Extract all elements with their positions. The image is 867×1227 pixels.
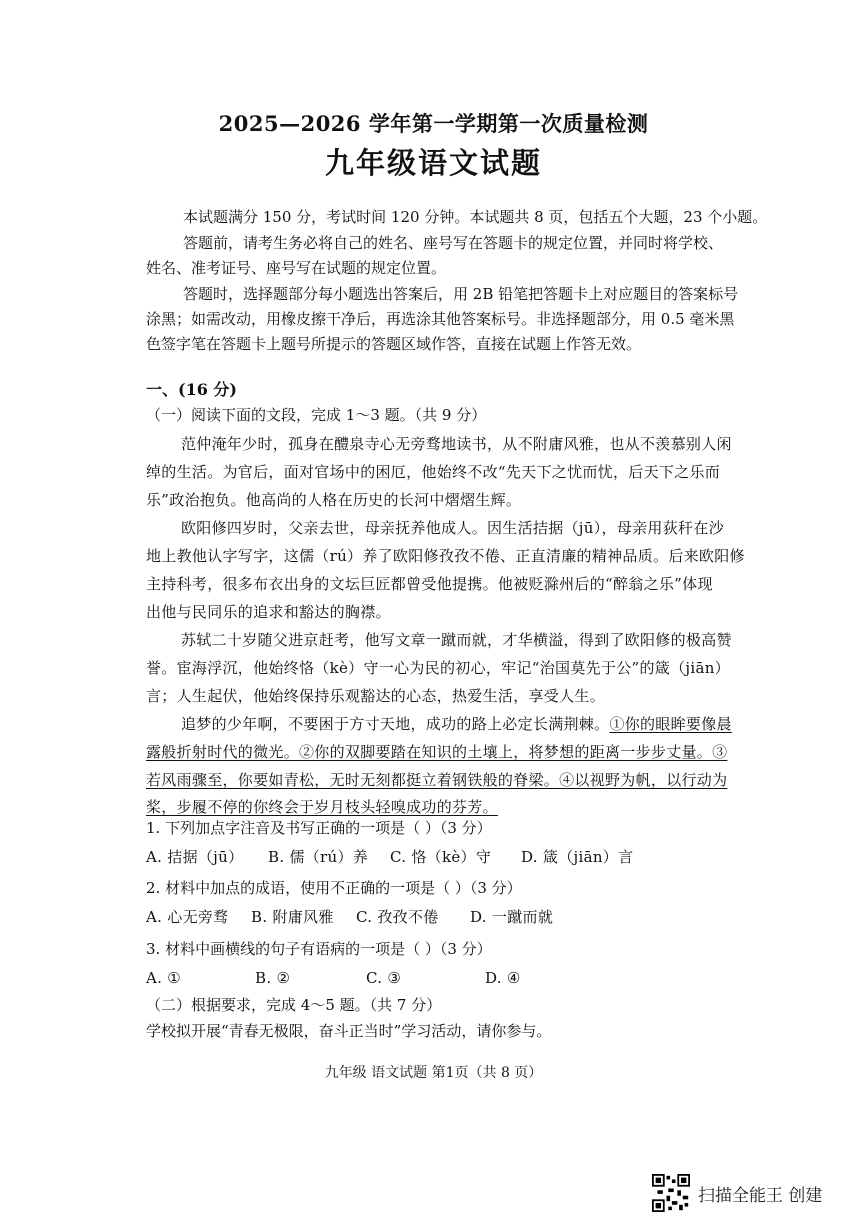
q3-option-b: B. ② — [255, 969, 291, 987]
exam-title: 2025—2026 学年第一学期第一次质量检测 — [218, 111, 649, 136]
q3-option-d: D. ④ — [485, 969, 521, 987]
underlined-sentence: 露般折射时代的微光。②你的双脚要踏在知识的土壤上，将梦想的距离一步步丈量。③ — [146, 743, 728, 761]
passage-line — [181, 713, 732, 734]
instructions-p3a: 答题时，选择题部分每小题选出答案后，用 2B 铅笔把答题卡上对应题目的答案标号 — [183, 285, 739, 303]
passage-line: 言；人生起伏，他始终保持乐观豁达的心态，热爱生活，享受人生。 — [146, 687, 606, 705]
passage-line: 欧阳修四岁时，父亲去世，母亲抚养他成人。因生活拮据（jū），母亲用荻秆在沙 — [181, 519, 724, 537]
passage-line: 范仲淹年少时，孤身在醴泉寺心无旁骛地读书，从不附庸风雅，也从不羡慕别人闲 — [181, 435, 732, 453]
page-footer: 九年级 语文试题 第1页（共 8 页） — [324, 1065, 543, 1081]
q1-option-a: A. 拮据（jū） — [146, 848, 244, 866]
passage-line-part: 追梦的少年啊，不要困于方寸天地，成功的路上必定长满荆棘。 — [181, 715, 610, 733]
instructions-p1: 本试题满分 150 分，考试时间 120 分钟。本试题共 8 页，包括五个大题，23 个小题。 — [183, 208, 768, 226]
passage-line: 苏轼二十岁随父进京赶考，他写文章一蹴而就，才华横溢，得到了欧阳修的极高赞 — [181, 631, 732, 649]
part2-heading: （二）根据要求，完成 4～5 题。（共 7 分） — [146, 996, 442, 1014]
passage-line: 地上教他认字写字，这儒（rú）养了欧阳修孜孜不倦、正直清廉的精神品质。后来欧阳修 — [146, 547, 745, 565]
q1-option-c: C. 恪（kè）守 — [390, 848, 492, 866]
q2-option-b: B. 附庸风雅 — [251, 908, 334, 926]
question-2-stem: 2. 材料中加点的成语，使用不正确的一项是（ ）（3 分） — [146, 879, 522, 897]
scanner-watermark — [652, 1174, 822, 1212]
part2-intro: 学校拟开展“青春无极限，奋斗正当时”学习活动，请你参与。 — [146, 1022, 552, 1040]
underlined-sentence: 桨，步履不停的你终会于岁月枝头轻嗅成功的芬芳。 — [146, 798, 498, 816]
watermark-text: 扫描全能王 创建 — [698, 1185, 823, 1206]
instructions-p2b: 姓名、准考证号、座号写在试题的规定位置。 — [146, 259, 447, 277]
instructions-p3c: 色签字笔在答题卡上题号所提示的答题区域作答，直接在试题上作答无效。 — [146, 335, 642, 353]
passage-line: 出他与民同乐的追求和豁达的胸襟。 — [146, 603, 391, 621]
question-3-stem: 3. 材料中画横线的句子有语病的一项是（ ）（3 分） — [146, 940, 492, 958]
exam-subtitle: 九年级语文试题 — [324, 146, 542, 180]
q3-option-a: A. ① — [146, 969, 182, 987]
underlined-sentence: 若风雨骤至，你要如青松，无时无刻都挺立着钢铁般的脊梁。④以视野为帆，以行动为 — [146, 771, 728, 789]
q2-option-a: A. 心无旁骛 — [146, 908, 229, 926]
part1-heading: （一）阅读下面的文段，完成 1～3 题。（共 9 分） — [146, 406, 487, 424]
passage-line: 誉。宦海浮沉，他始终恪（kè）守一心为民的初心，牢记“治国莫先于公”的箴（jiān） — [146, 659, 730, 677]
q2-option-d: D. 一蹴而就 — [470, 908, 554, 926]
question-1-stem: 1. 下列加点字注音及书写正确的一项是（ ）（3 分） — [146, 819, 492, 837]
q3-option-c: C. ③ — [366, 969, 402, 987]
q1-option-d: D. 箴（jiān）言 — [521, 848, 634, 866]
section-heading: 一、(16 分) — [146, 380, 237, 399]
instructions-p2a: 答题前，请考生务必将自己的姓名、座号写在答题卡的规定位置，并同时将学校、 — [183, 234, 724, 252]
passage-line: 主持科考，很多布衣出身的文坛巨匠都曾受他提携。他被贬滁州后的“醉翁之乐”体现 — [146, 575, 713, 593]
passage-line: 乐”政治抱负。他高尚的人格在历史的长河中熠熠生辉。 — [146, 491, 522, 509]
q1-option-b: B. 儒（rú）养 — [268, 848, 369, 866]
instructions-p3b: 涂黑；如需改动，用橡皮擦干净后，再选涂其他答案标号。非选择题部分，用 0.5 毫米黑 — [146, 310, 735, 328]
q2-option-c: C. 孜孜不倦 — [356, 908, 439, 926]
qr-code-icon — [652, 1174, 690, 1212]
underlined-sentence: ①你的眼眸要像晨 — [609, 715, 732, 733]
passage-line: 绰的生活。为官后，面对官场中的困厄，他始终不改“先天下之忧而忧，后天下之乐而 — [146, 463, 721, 481]
